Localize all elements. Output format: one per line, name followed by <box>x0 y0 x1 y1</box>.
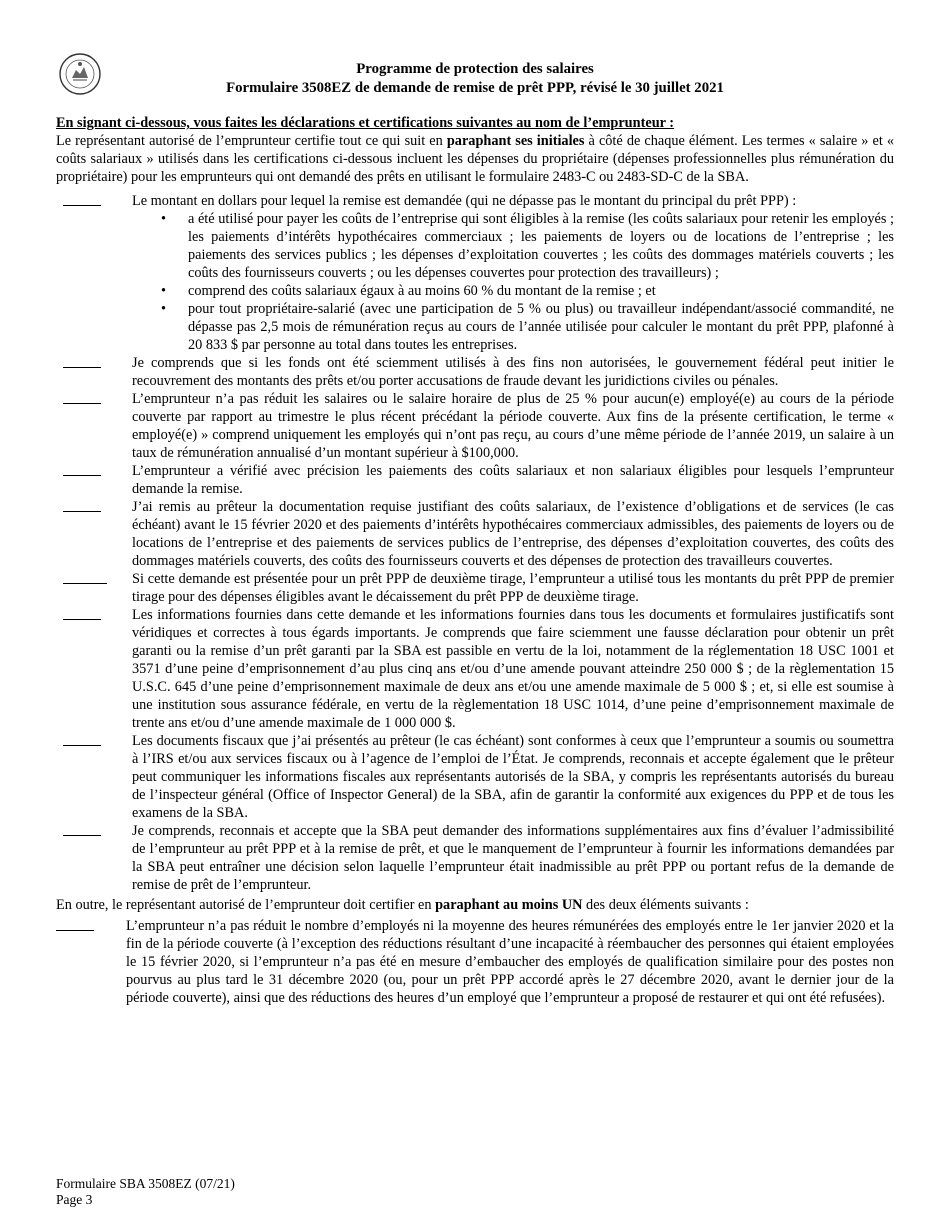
certification-item-3 <box>56 390 894 462</box>
certification-text-5: J’ai remis au prêteur la documentation requise justifiant des coûts salariaux, de l’existence d’obligations et de services (le cas échéant) avant le 15 février 2020 et des paiements d’intérêts hypothécaires commerciaux admissibles, des paiements de loyers ou de locations de l’entreprise et des paiements de services publics de l’entreprise, des dépenses d’exploitation couvertes, des coûts des dommages matériels couverts, des coûts des fournisseurs couverts et des dépenses de protection des travailleurs couvertes. <box>132 499 894 569</box>
initials-field-7[interactable] <box>63 606 132 625</box>
page-number: Page 3 <box>56 1192 93 1207</box>
certification-text-3: L’emprunteur n’a pas réduit les salaires ou le salaire horaire de plus de 25 % pour aucun(e) employé(e) au cours de la période couverte par rapport au trimestre le plus récent précédant la période couverte. Aux fins de la présente certification, le terme « employé(e) » comprend uniquement les employés qui n’ont pas reçu, au cours d’une même période de l’année 2019, un salaire à un taux de rémunération annualisé d’un montant supérieur à $100,000. <box>132 391 894 461</box>
initials-field-4[interactable] <box>63 462 132 481</box>
certification-text-7: Les informations fournies dans cette demande et les informations fournies dans tous les documents et formulaires justificatifs sont véridiques et correctes à tous égards importants. Je comprends que faire sciemment une fausse déclaration pour obtenir un prêt garanti ou la remise d’un prêt garanti par la SBA est passible en vertu de la loi, notamment de la réglementation 18 USC 1001 et 3571 d’une peine d’emprisonnement d’au plus cinq ans et/ou d’une amende pouvant atteindre 250 000 $ ; de la règlementation 15 U.S.C. 645 d’une peine d’emprisonnement maximale de deux ans et/ou une amende maximale de 5 000 $ ; et, si elle est soumise à une institution sous assurance fédérale, en vertu de la règlementation 18 USC 1014, d’une peine d’emprisonnement maximale de trente ans et/ou d’une amende maximale de 1 000 000 $. <box>132 607 894 731</box>
initials-field-6[interactable] <box>63 570 132 589</box>
form-header <box>0 60 950 98</box>
certification-item-7 <box>56 606 894 732</box>
certification-text-1: Le montant en dollars pour lequel la remise est demandée (qui ne dépasse pas le montant du principal du prêt PPP) : <box>132 193 797 209</box>
page-footer <box>56 1176 235 1208</box>
certification-text-9: Je comprends, reconnais et accepte que la SBA peut demander des informations supplémentaires aux fins d’évaluer l’admissibilité de l’emprunteur au prêt PPP et à la remise de prêt, et que le manquement de l’emprunteur à fournir les informations demandées par la SBA peut entraîner une décision selon laquelle l’emprunteur était inadmissible au prêt PPP ou portant refus de la demande de remise de prêt de l’emprunteur. <box>132 823 894 893</box>
initials-field-1[interactable] <box>63 192 132 211</box>
certifications-heading: En signant ci-dessous, vous faites les déclarations et certifications suivantes au nom de l’emprunteur : <box>56 115 675 131</box>
form-subtitle: Formulaire 3508EZ de demande de remise de prêt PPP, révisé le 30 juillet 2021 <box>226 80 724 96</box>
certification-item-2 <box>56 354 894 390</box>
form-title: Programme de protection des salaires <box>356 61 594 77</box>
initials-field-2[interactable] <box>63 354 132 373</box>
certification-item-4 <box>56 462 894 498</box>
certification-item-6 <box>56 570 894 606</box>
intro-bold: paraphant ses initiales <box>446 133 585 149</box>
intro-paragraph: Le représentant autorisé de l’emprunteur certifie tout ce qui suit en paraphant ses initiales à côté de chaque élément. Les termes « salaire » et « coûts salariaux » utilisés dans les certifications ci-dessous incluent les dépenses du propriétaire (dépenses professionnelles plus rémunération du propriétaire) pour les emprunteurs qui ont demandé des prêts en utilisant le formulaire 2483-C ou 2483-SD-C de la SBA. <box>56 133 895 185</box>
list-item: • comprend des coûts salariaux égaux à au moins 60 % du montant de la remise ; et <box>188 282 894 300</box>
list-item: • pour tout propriétaire-salarié (avec une participation de 5 % ou plus) ou travailleur indépendant/associé commandité, ne dépasse pas 2,5 mois de rémunération reçus au cours de l’année utilisée pour calculer le montant du prêt PPP, plafonné à 20 833 $ par personne au total dans toutes les entreprises. <box>188 300 894 354</box>
certification-text-8: Les documents fiscaux que j’ai présentés au prêteur (le cas échéant) sont conformes à ceux que l’emprunteur a soumis ou soumettra à l’IRS et/ou aux services fiscaux ou à l’agence de l’emploi de l’État. Je comprends, reconnais et accepte également que le prêteur peut communiquer les informations fiscales aux représentants autorisés de la SBA, y compris les représentants autorisés du bureau de l’inspecteur général (Office of Inspector General) de la SBA, afin de garantir la conformité aux exigences du PPP et de tous les examens de la SBA. <box>132 733 894 821</box>
certification-item-10 <box>56 917 894 1007</box>
initials-field-10[interactable] <box>56 917 126 936</box>
eligible-costs-list <box>132 210 894 354</box>
certification-text-4: L’emprunteur a vérifié avec précision les paiements des coûts salariaux et non salariaux éligibles pour lesquels l’emprunteur demande la remise. <box>132 463 894 497</box>
initials-field-9[interactable] <box>63 822 132 841</box>
initials-field-5[interactable] <box>63 498 132 517</box>
list-item: • a été utilisé pour payer les coûts de l’entreprise qui sont éligibles à la remise (les coûts salariaux pour retenir les employés ; les paiements d’intérêts hypothécaires commerciaux ; les paiements de loyers ou de locations de l’entreprise ; les paiements des services publics ; les dépenses d’exploitation couvertes ; les coûts des dommages matériels couverts ; les coûts des fournisseurs couverts ; ou les dépenses couvertes pour protection des travailleurs) ; <box>188 210 894 282</box>
certification-item-1 <box>56 192 894 354</box>
certification-text-10: L’emprunteur n’a pas réduit le nombre d’employés ni la moyenne des heures rémunérées des employés entre le 1er janvier 2020 et la fin de la période couverte (à l’exception des réductions résultant d’une incapacité à réembaucher des personnes qui étaient employées le 15 février 2020, si l’emprunteur n’a pas été en mesure d’embaucher des employés de qualification similaire pour des postes non pourvus au plus tard le 31 décembre 2020 (ou, pour un prêt PPP accordé après le 27 décembre 2020, avant le dernier jour de la période couverte), ainsi que des réductions des heures d’un employé que l’emprunteur a proposé de restaurer et qui ont été refusées). <box>126 918 894 1006</box>
certification-text-2: Je comprends que si les fonds ont été sciemment utilisés à des fins non autorisées, le gouvernement fédéral peut initier le recouvrement des montants des prêts et/ou porter accusations de fraude devant les juridictions civiles ou pénales. <box>132 355 894 389</box>
additional-certification-intro: En outre, le représentant autorisé de l’emprunteur doit certifier en paraphant au moins UN des deux éléments suivants : <box>56 897 749 913</box>
additional-bold: paraphant au moins UN <box>435 897 583 913</box>
initials-field-8[interactable] <box>63 732 132 751</box>
certification-item-5 <box>56 498 894 570</box>
certification-text-6: Si cette demande est présentée pour un prêt PPP de deuxième tirage, l’emprunteur a utilisé tous les montants du prêt PPP de premier tirage pour des dépenses éligibles avant le décaissement du prêt PPP de deuxième tirage. <box>132 571 894 605</box>
certifications-section <box>56 114 894 1007</box>
initials-field-3[interactable] <box>63 390 132 409</box>
certification-item-8 <box>56 732 894 822</box>
certification-item-9 <box>56 822 894 894</box>
form-number: Formulaire SBA 3508EZ (07/21) <box>56 1176 235 1191</box>
